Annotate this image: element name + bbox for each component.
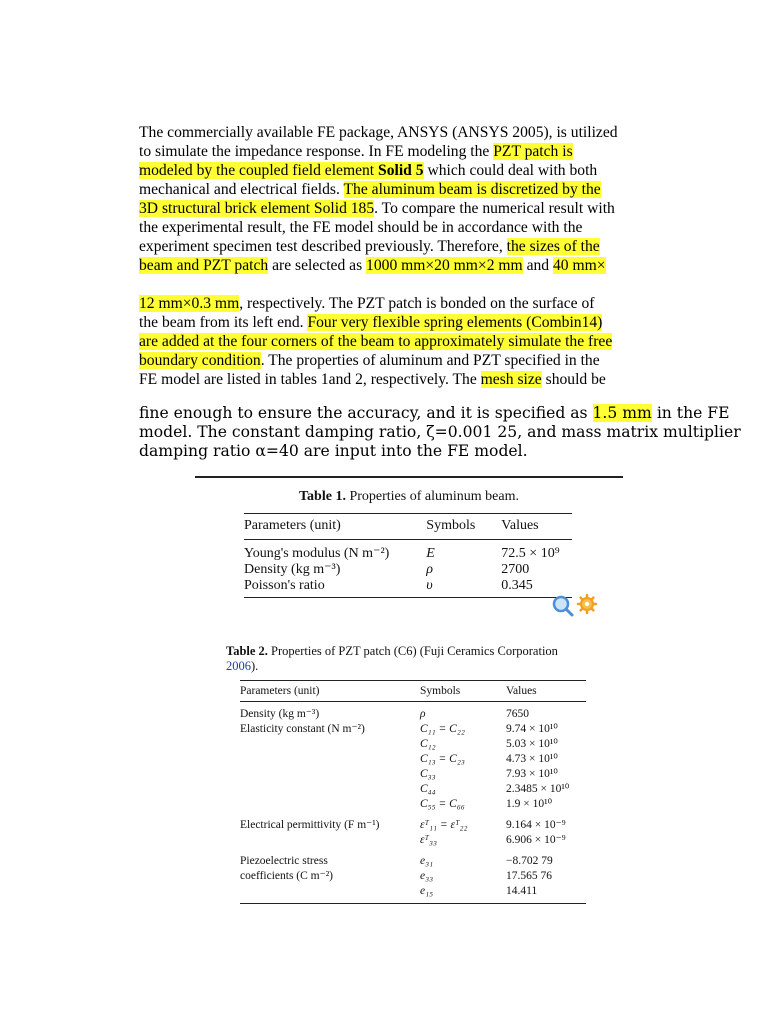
highlighted-text: Four very flexible spring elements (Combin14) bbox=[307, 314, 603, 331]
text-segment: FE model are listed in tables 1and 2, respectively. The bbox=[139, 371, 481, 388]
table-2-citation-link[interactable]: 2006 bbox=[226, 659, 251, 673]
value-cell: 1.9 × 10¹⁰ bbox=[506, 798, 553, 810]
value-cell: 9.74 × 10¹⁰ bbox=[506, 723, 558, 735]
text-segment: . To compare the numerical result with bbox=[374, 200, 615, 217]
table-2-header: Symbols bbox=[420, 681, 506, 702]
text-line bbox=[139, 423, 741, 442]
zoom-widget-graphic bbox=[547, 592, 607, 620]
table-1-caption-label: Table 1. bbox=[299, 489, 346, 504]
parameter-cell bbox=[240, 884, 420, 904]
text-line bbox=[139, 294, 679, 313]
table-row bbox=[240, 782, 586, 797]
highlighted-text: 12 mm×0.3 mm bbox=[139, 295, 240, 312]
parameter-cell bbox=[240, 833, 420, 848]
table-row bbox=[240, 737, 586, 752]
text-segment: fine enough to ensure the accuracy, and it is specified as bbox=[139, 404, 593, 422]
text-segment: , respectively. The PZT patch is bonded on the surface of bbox=[239, 295, 595, 312]
text-line bbox=[139, 142, 679, 161]
text-segment: experiment specimen test described previously. Therefore, bbox=[139, 238, 507, 255]
parameter-cell: Piezoelectric stress bbox=[240, 855, 328, 867]
highlighted-text: beam and PZT patch bbox=[139, 257, 269, 274]
value-cell: 7650 bbox=[506, 708, 529, 720]
symbol-cell: C₃₃ bbox=[420, 768, 436, 780]
gear-icon[interactable] bbox=[578, 595, 596, 613]
table-1-header: Symbols bbox=[420, 514, 501, 540]
parameter-cell: Young's modulus (N m⁻²) bbox=[244, 546, 390, 561]
symbol-cell: ρ bbox=[426, 562, 434, 577]
table-row bbox=[240, 812, 586, 833]
highlighted-text: 1.5 mm bbox=[592, 404, 652, 422]
text-segment: The commercially available FE package, ANSYS (ANSYS 2005), is utilized bbox=[139, 124, 618, 141]
text-segment: . The properties of aluminum and PZT specified in the bbox=[260, 352, 600, 369]
highlighted-text: The aluminum beam is discretized by the bbox=[343, 181, 601, 198]
table-2-caption-text: Properties of PZT patch (C6) (Fuji Ceramics Corporation bbox=[271, 644, 558, 658]
parameter-cell bbox=[240, 737, 420, 752]
symbol-cell: C₁₃ = C₂₃ bbox=[420, 753, 465, 765]
table-2-caption-label: Table 2. bbox=[226, 644, 268, 658]
text-line bbox=[139, 313, 679, 332]
symbol-cell: C₅₅ = C₆₆ bbox=[420, 798, 465, 810]
table-row bbox=[240, 702, 586, 723]
table-row bbox=[240, 722, 586, 737]
value-cell: 0.345 bbox=[501, 578, 572, 598]
parameter-cell: Electrical permittivity (F m⁻¹) bbox=[240, 819, 380, 831]
table-row bbox=[244, 540, 572, 563]
parameter-cell: coefficients (C m⁻²) bbox=[240, 870, 333, 882]
highlighted-text: the sizes of the bbox=[506, 238, 600, 255]
parameter-cell bbox=[240, 752, 420, 767]
highlighted-text: boundary condition bbox=[139, 352, 261, 369]
parameter-cell bbox=[240, 782, 420, 797]
highlighted-text: mesh size bbox=[480, 371, 542, 388]
text-segment: and bbox=[522, 257, 553, 274]
highlighted-text: are added at the four corners of the beam to approximately simulate the free bbox=[139, 333, 613, 350]
text-line bbox=[139, 351, 679, 370]
text-line bbox=[139, 123, 679, 142]
symbol-cell: C₄₄ bbox=[420, 783, 436, 795]
table-1-header: Parameters (unit) bbox=[244, 514, 420, 540]
text-line bbox=[139, 256, 679, 275]
table-2-caption-end: ). bbox=[251, 659, 259, 673]
text-line bbox=[139, 332, 679, 351]
text-segment: damping ratio α=40 are input into the FE model. bbox=[139, 442, 528, 460]
symbol-cell: εᵀ₃₃ bbox=[420, 834, 437, 846]
table-2-header: Values bbox=[506, 681, 586, 702]
table-row bbox=[244, 562, 572, 578]
value-cell: 7.93 × 10¹⁰ bbox=[506, 768, 558, 780]
value-cell: 2700 bbox=[501, 562, 530, 577]
highlighted-text: 1000 mm×20 mm×2 mm bbox=[366, 257, 523, 274]
text-segment: the beam from its left end. bbox=[139, 314, 308, 331]
value-cell: 17.565 76 bbox=[506, 870, 552, 882]
text-segment: the experimental result, the FE model should be in accordance with the bbox=[139, 219, 583, 236]
text-line bbox=[139, 370, 679, 389]
symbol-cell: C₁₁ = C₂₂ bbox=[420, 723, 465, 735]
table-1-caption bbox=[195, 489, 623, 505]
text-segment: are selected as bbox=[268, 257, 367, 274]
table-row bbox=[240, 884, 586, 904]
text-line bbox=[139, 404, 730, 423]
parameter-cell: Density (kg m⁻³) bbox=[244, 562, 341, 577]
table-2-header: Parameters (unit) bbox=[240, 681, 420, 702]
value-cell: 5.03 × 10¹⁰ bbox=[506, 738, 558, 750]
paragraph-2 bbox=[139, 404, 741, 461]
text-segment: should be bbox=[541, 371, 606, 388]
text-line bbox=[139, 275, 679, 294]
text-segment: model. The constant damping ratio, ζ=0.001 25, and mass matrix multiplier bbox=[139, 423, 741, 441]
table-row bbox=[240, 833, 586, 848]
parameter-cell bbox=[240, 767, 420, 782]
value-cell: 4.73 × 10¹⁰ bbox=[506, 753, 558, 765]
table-row bbox=[244, 578, 572, 598]
table-1-header: Values bbox=[501, 514, 572, 540]
table-row bbox=[240, 767, 586, 782]
value-cell: 14.411 bbox=[506, 884, 586, 904]
symbol-cell: ρ bbox=[420, 708, 426, 720]
value-cell: −8.702 79 bbox=[506, 855, 553, 867]
symbol-cell: e₁₅ bbox=[420, 884, 506, 904]
table-row bbox=[240, 752, 586, 767]
parameter-cell: Poisson's ratio bbox=[244, 578, 420, 598]
text-segment: in the FE bbox=[651, 404, 730, 422]
table-2 bbox=[226, 644, 596, 904]
search-icon[interactable] bbox=[554, 597, 572, 615]
value-cell: 6.906 × 10⁻⁹ bbox=[506, 834, 566, 846]
table-row bbox=[240, 869, 586, 884]
table-2-grid bbox=[240, 680, 586, 904]
table-2-caption bbox=[226, 644, 596, 674]
highlighted-text: modeled by the coupled field element bbox=[139, 162, 379, 179]
table-1-caption-text: Properties of aluminum beam. bbox=[349, 489, 519, 504]
zoom-widget[interactable] bbox=[547, 592, 607, 620]
text-line bbox=[139, 161, 679, 180]
text-segment: which could deal with both bbox=[423, 162, 598, 179]
symbol-cell: E bbox=[426, 546, 435, 561]
symbol-cell: C₁₂ bbox=[420, 738, 436, 750]
parameter-cell bbox=[240, 797, 420, 812]
text-segment: mechanical and electrical fields. bbox=[139, 181, 344, 198]
text-line bbox=[139, 199, 679, 218]
table-row bbox=[240, 848, 586, 869]
text-line bbox=[139, 218, 679, 237]
value-cell: 2.3485 × 10¹⁰ bbox=[506, 783, 570, 795]
table-1 bbox=[195, 476, 623, 598]
parameter-cell: Elasticity constant (N m⁻²) bbox=[240, 723, 365, 735]
symbol-cell: e₃₁ bbox=[420, 855, 434, 867]
table-1-top-rule bbox=[195, 476, 623, 478]
highlighted-text: PZT patch is bbox=[493, 143, 573, 160]
highlighted-text: 3D structural brick element Solid 185 bbox=[139, 200, 375, 217]
parameter-cell: Density (kg m⁻³) bbox=[240, 708, 320, 720]
table-1-grid bbox=[244, 513, 572, 598]
text-line bbox=[139, 180, 679, 199]
value-cell: 9.164 × 10⁻⁹ bbox=[506, 819, 566, 831]
symbol-cell: εᵀ₁₁ = εᵀ₂₂ bbox=[420, 819, 468, 831]
symbol-cell: υ bbox=[420, 578, 501, 598]
text-line bbox=[139, 442, 679, 461]
highlighted-text: 40 mm× bbox=[553, 257, 606, 274]
highlighted-text: Solid 5 bbox=[378, 162, 424, 179]
text-segment: to simulate the impedance response. In FE modeling the bbox=[139, 143, 494, 160]
symbol-cell: e₃₃ bbox=[420, 870, 434, 882]
text-line bbox=[139, 237, 679, 256]
paragraph-1 bbox=[139, 123, 679, 389]
table-row bbox=[240, 797, 586, 812]
value-cell: 72.5 × 10⁹ bbox=[501, 546, 560, 561]
